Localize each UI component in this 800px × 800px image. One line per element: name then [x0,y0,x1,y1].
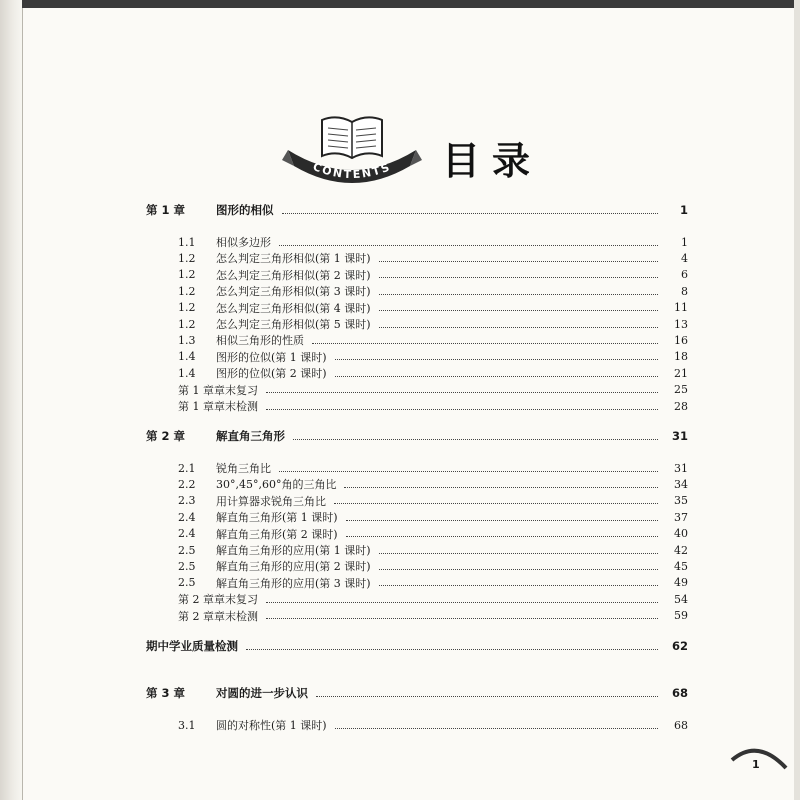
entry-page: 13 [674,317,688,331]
toc-entry [178,591,688,607]
toc-entry [178,476,688,492]
entry-page: 18 [674,350,688,364]
dot-leader [379,585,658,586]
entry-number: 2.5 [178,576,196,590]
entry-title: 怎么判定三角形相似(第 2 课时) [216,268,371,282]
dot-leader [282,213,659,214]
entry-number: 第 3 章 [146,686,186,700]
entry-number: 1.4 [178,350,196,364]
toc-entry [178,349,688,365]
dot-leader [346,536,658,537]
entry-title: 解直角三角形的应用(第 2 课时) [216,560,371,574]
entry-number: 1.1 [178,235,196,249]
entry-page: 54 [674,592,688,606]
entry-title: 怎么判定三角形相似(第 5 课时) [216,318,371,331]
dot-leader [334,503,658,504]
entry-page: 28 [674,399,688,413]
dot-leader [379,310,658,311]
toc-entry [178,316,688,332]
entry-number: 1.2 [178,301,196,315]
entry-title: 锐角三角比 [216,462,271,475]
entry-page: 1 [679,203,688,217]
toc-entry [178,460,688,476]
entry-page: 49 [674,576,688,590]
entry-number: 3.1 [178,718,196,732]
entry-number: 2.4 [178,527,196,541]
entry-page: 31 [671,429,688,443]
dot-leader [344,487,658,488]
dot-leader [335,359,658,360]
badge-text: CONTENTS [310,160,394,182]
entry-page: 31 [674,461,688,475]
entry-page: 8 [681,284,688,298]
page-title: 目录 [442,139,543,183]
toc-entry [178,250,688,266]
entry-number: 1.4 [178,366,196,380]
entry-page: 37 [674,510,688,524]
entry-page: 42 [674,543,688,557]
dot-leader [346,520,658,521]
entry-title: 30°,45°,60°角的三角比 [216,478,337,492]
entry-page: 35 [674,494,688,508]
entry-title: 图形的位似(第 2 课时) [216,367,327,381]
entry-title: 解直角三角形(第 2 课时) [216,527,338,541]
entry-number: 2.3 [178,494,196,508]
dot-leader [266,392,658,393]
entry-title: 第 1 章章末检测 [178,400,258,413]
entry-title: 怎么判定三角形相似(第 3 课时) [216,285,371,299]
entry-number: 2.4 [178,510,196,524]
entry-title: 第 2 章章末检测 [178,609,258,623]
toc-entry [178,332,688,348]
entry-page: 45 [674,559,688,573]
entry-page: 68 [671,686,688,700]
entry-page: 16 [674,333,688,347]
entry-title: 第 2 章章末复习 [178,593,258,607]
entry-number: 第 2 章 [146,429,186,443]
toc-entry [178,717,688,733]
entry-title: 期中学业质量检测 [146,639,238,653]
page-number: 1 [752,758,760,771]
dot-leader [312,343,658,344]
toc-entry [178,608,688,624]
toc-entry [178,398,688,414]
entry-title: 怎么判定三角形相似(第 4 课时) [216,301,371,315]
entry-title: 图形的相似 [216,203,274,217]
chapter-heading [146,202,688,218]
entry-number: 2.2 [178,477,196,491]
toc-entry [178,526,688,542]
dot-leader [266,409,658,410]
entry-title: 用计算器求锐角三角比 [216,494,326,508]
entry-number: 2.1 [178,461,196,475]
entry-page: 1 [681,235,688,249]
entry-title: 第 1 章章末复习 [178,383,258,397]
entry-title: 圆的对称性(第 1 课时) [216,719,327,732]
entry-number: 1.2 [178,317,196,331]
toc-entry [178,509,688,525]
entry-title: 解直角三角形的应用(第 3 课时) [216,576,371,590]
dot-leader [266,618,658,619]
dot-leader [335,728,658,729]
toc-entry [178,382,688,398]
dot-leader [379,327,658,328]
dot-leader [246,649,658,650]
toc-entry [178,234,688,250]
entry-title: 怎么判定三角形相似(第 1 课时) [216,252,371,266]
entry-number: 2.5 [178,543,196,557]
entry-page: 21 [674,366,688,380]
entry-page: 59 [674,609,688,623]
dot-leader [379,277,658,278]
entry-number: 1.3 [178,333,196,347]
entry-page: 68 [674,718,688,732]
toc-entry [178,365,688,381]
dot-leader [293,439,658,440]
entry-title: 解直角三角形 [216,429,285,443]
dot-leader [316,696,658,697]
dot-leader [335,376,658,377]
entry-title: 相似三角形的性质 [216,334,304,348]
dot-leader [379,569,658,570]
toc-entry [178,300,688,316]
entry-number: 第 1 章 [146,203,186,217]
entry-page: 34 [674,477,688,491]
entry-title: 解直角三角形(第 1 课时) [216,511,338,525]
dot-leader [379,553,658,554]
entry-title: 相似多边形 [216,236,271,249]
entry-page: 25 [674,383,688,397]
toc-entry [178,575,688,591]
entry-page: 11 [674,301,688,315]
midterm-heading [146,638,688,654]
entry-page: 6 [681,268,688,282]
entry-title: 图形的位似(第 1 课时) [216,350,327,364]
dot-leader [266,602,658,603]
toc-entry [178,558,688,574]
entry-title: 对圆的进一步认识 [216,686,308,700]
dot-leader [379,261,658,262]
entry-page: 62 [671,639,688,653]
toc-entry [178,542,688,558]
chapter-heading [146,685,688,701]
toc-entry [178,267,688,283]
dot-leader [279,245,658,246]
toc-entry [178,283,688,299]
entry-page: 40 [674,527,688,541]
entry-number: 1.2 [178,284,196,298]
chapter-heading [146,428,688,444]
entry-number: 2.5 [178,559,196,573]
entry-title: 解直角三角形的应用(第 1 课时) [216,544,371,557]
entry-page: 4 [681,251,688,265]
entry-number: 1.2 [178,251,196,265]
toc-entry [178,493,688,509]
entry-number: 1.2 [178,268,196,282]
dot-leader [379,294,658,295]
dot-leader [279,471,658,472]
